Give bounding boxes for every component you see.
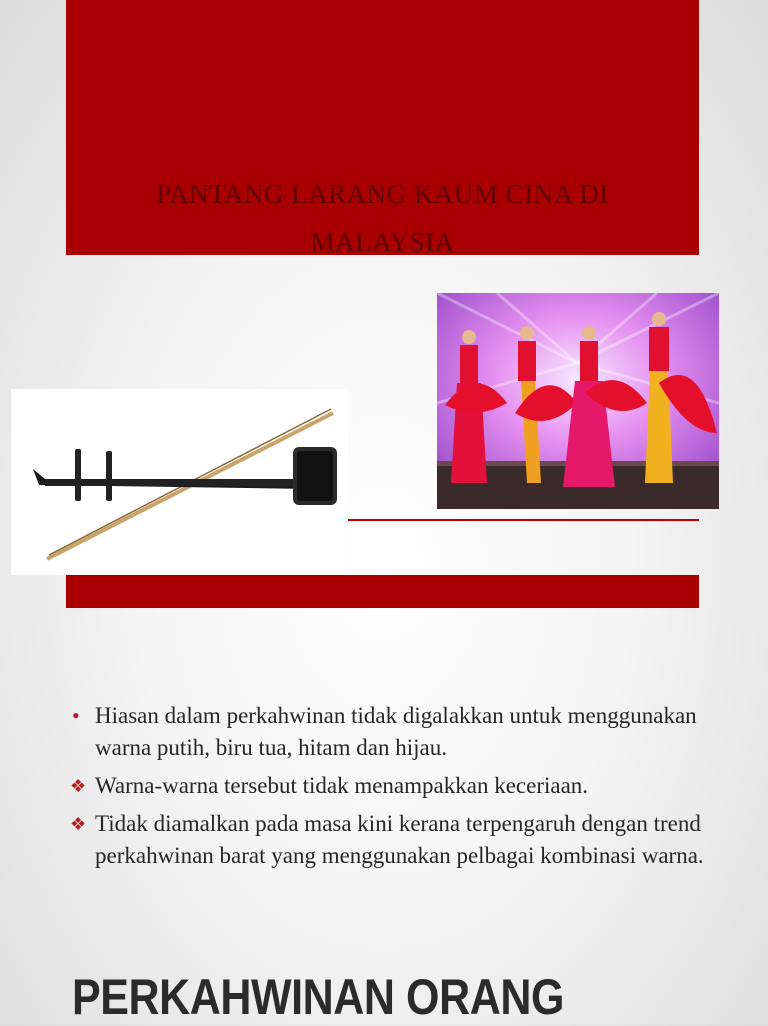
title-line-2: MALAYSIA xyxy=(310,227,455,257)
next-slide-heading: PERKAHWINAN ORANG xyxy=(72,969,564,1025)
bullet-text: Hiasan dalam perkahwinan tidak digalakkan untuk menggunakan warna putih, biru tua, hitam dan hijau. xyxy=(95,703,697,760)
list-item xyxy=(70,808,710,872)
list-item xyxy=(70,700,710,764)
erhu-image xyxy=(11,389,348,575)
title-line-1: PANTANG LARANG KAUM CINA DI xyxy=(156,179,609,209)
bullet-list xyxy=(70,700,710,878)
bullet-dot-icon: • xyxy=(72,703,80,728)
divider-line xyxy=(348,519,699,521)
list-item xyxy=(70,770,710,802)
slide-title xyxy=(66,170,699,266)
erhu-instrument-picture xyxy=(11,389,348,575)
fan-dancers-picture xyxy=(437,293,719,509)
fan-dancers-image xyxy=(437,293,719,509)
diamond-bullet-icon: ❖ xyxy=(70,814,87,834)
bottom-band xyxy=(66,575,699,608)
bullet-text: Warna-warna tersebut tidak menampakkan keceriaan. xyxy=(95,773,589,798)
diamond-bullet-icon: ❖ xyxy=(70,776,87,796)
bullet-text: Tidak diamalkan pada masa kini kerana terpengaruh dengan trend perkahwinan barat yang menggunakan pelbagai kombinasi warna. xyxy=(95,811,704,868)
